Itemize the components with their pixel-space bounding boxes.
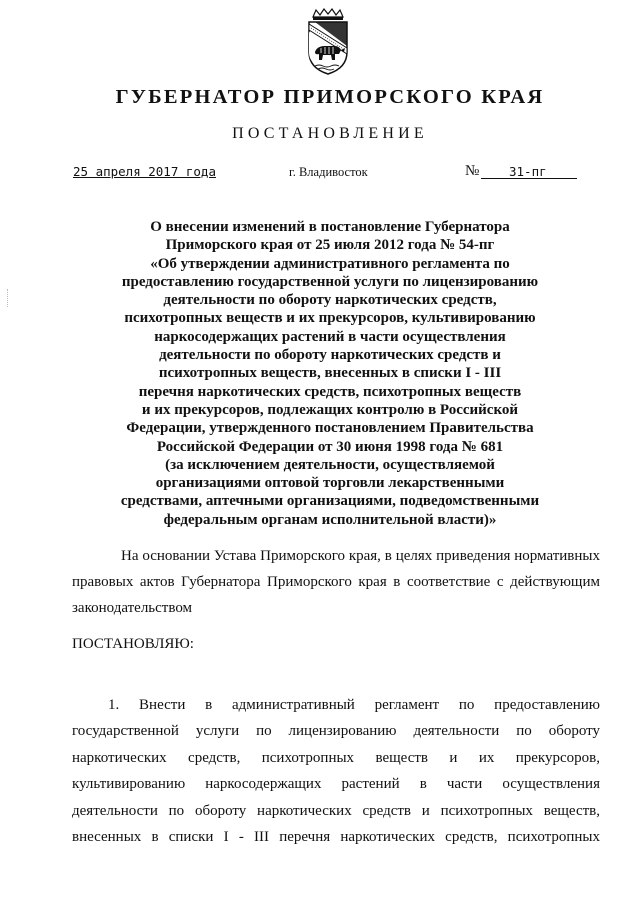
heading-line: организациями оптовой торговли лекарственными bbox=[155, 475, 505, 492]
heading-line: наркосодержащих растений в части осуществления bbox=[154, 328, 506, 345]
item-1-line: внесенных в списки I - III перечня наркотических средств, психотропных bbox=[72, 829, 600, 846]
heading-line: средствами, аптечными организациями, подведомственными bbox=[120, 493, 540, 510]
document-number: 31-пг bbox=[481, 164, 577, 179]
heading-line: О внесении изменений в постановление Губернатора bbox=[150, 219, 510, 235]
heading-line: Приморского края от 25 июля 2012 года № 54-пг bbox=[165, 237, 495, 254]
preamble-line: законодательством bbox=[72, 600, 193, 616]
item-1-paragraph bbox=[72, 692, 600, 850]
item-1-line: культивированию наркосодержащих растений в части осуществления bbox=[72, 776, 600, 793]
document-type: ПОСТАНОВЛЕНИЕ bbox=[232, 125, 428, 142]
heading-line: психотропных веществ, внесенных в списки I - III bbox=[158, 365, 502, 382]
heading-line: Российской Федерации от 30 июня 1998 года № 681 bbox=[156, 438, 504, 455]
item-1-line: 1. Внести в административный регламент по предоставлению bbox=[108, 697, 600, 713]
item-1-line: деятельности по обороту наркотических средств и психотропных веществ, bbox=[72, 802, 600, 819]
org-title: ГУБЕРНАТОР ПРИМОРСКОГО КРАЯ bbox=[115, 86, 545, 108]
preamble-paragraph bbox=[72, 543, 600, 621]
heading-line: предоставлению государственной услуги по лицензированию bbox=[121, 273, 539, 290]
decree-word: ПОСТАНОВЛЯЮ: bbox=[72, 636, 194, 652]
document-meta bbox=[0, 164, 640, 184]
preamble-line: правовых актов Губернатора Приморского края в соответствие с действующим bbox=[72, 574, 600, 590]
preamble-line: На основании Устава Приморского края, в целях приведения нормативных bbox=[121, 548, 600, 564]
heading-line: и их прекурсоров, подлежащих контролю в Российской bbox=[141, 401, 519, 418]
heading-line: Федерации, утвержденного постановлением Правительства bbox=[126, 420, 534, 437]
margin-mark bbox=[7, 289, 10, 307]
heading-line: деятельности по обороту наркотических средств и bbox=[159, 347, 501, 364]
heading-line: деятельности по обороту наркотических средств, bbox=[163, 292, 497, 309]
document-city: г. Владивосток bbox=[289, 165, 368, 179]
heading-line: (за исключением деятельности, осуществляемой bbox=[165, 456, 495, 473]
heading-line: перечня наркотических средств, психотропных веществ bbox=[138, 383, 522, 400]
item-1-line: государственной услуги по лицензированию деятельности по обороту bbox=[72, 723, 600, 740]
document-date bbox=[73, 164, 216, 179]
coat-of-arms-icon bbox=[301, 8, 355, 76]
item-1-line: наркотических средств, психотропных веществ и их прекурсоров, bbox=[72, 749, 600, 766]
heading-line: психотропных веществ и их прекурсоров, культивированию bbox=[124, 310, 536, 327]
document-date-value: 25 апреля 2017 года bbox=[73, 164, 216, 179]
heading-line: федеральным органам исполнительной власти)» bbox=[163, 511, 497, 528]
document-heading bbox=[90, 218, 570, 529]
heading-line: «Об утверждении административного регламента по bbox=[150, 255, 510, 272]
number-label: № bbox=[465, 163, 480, 179]
